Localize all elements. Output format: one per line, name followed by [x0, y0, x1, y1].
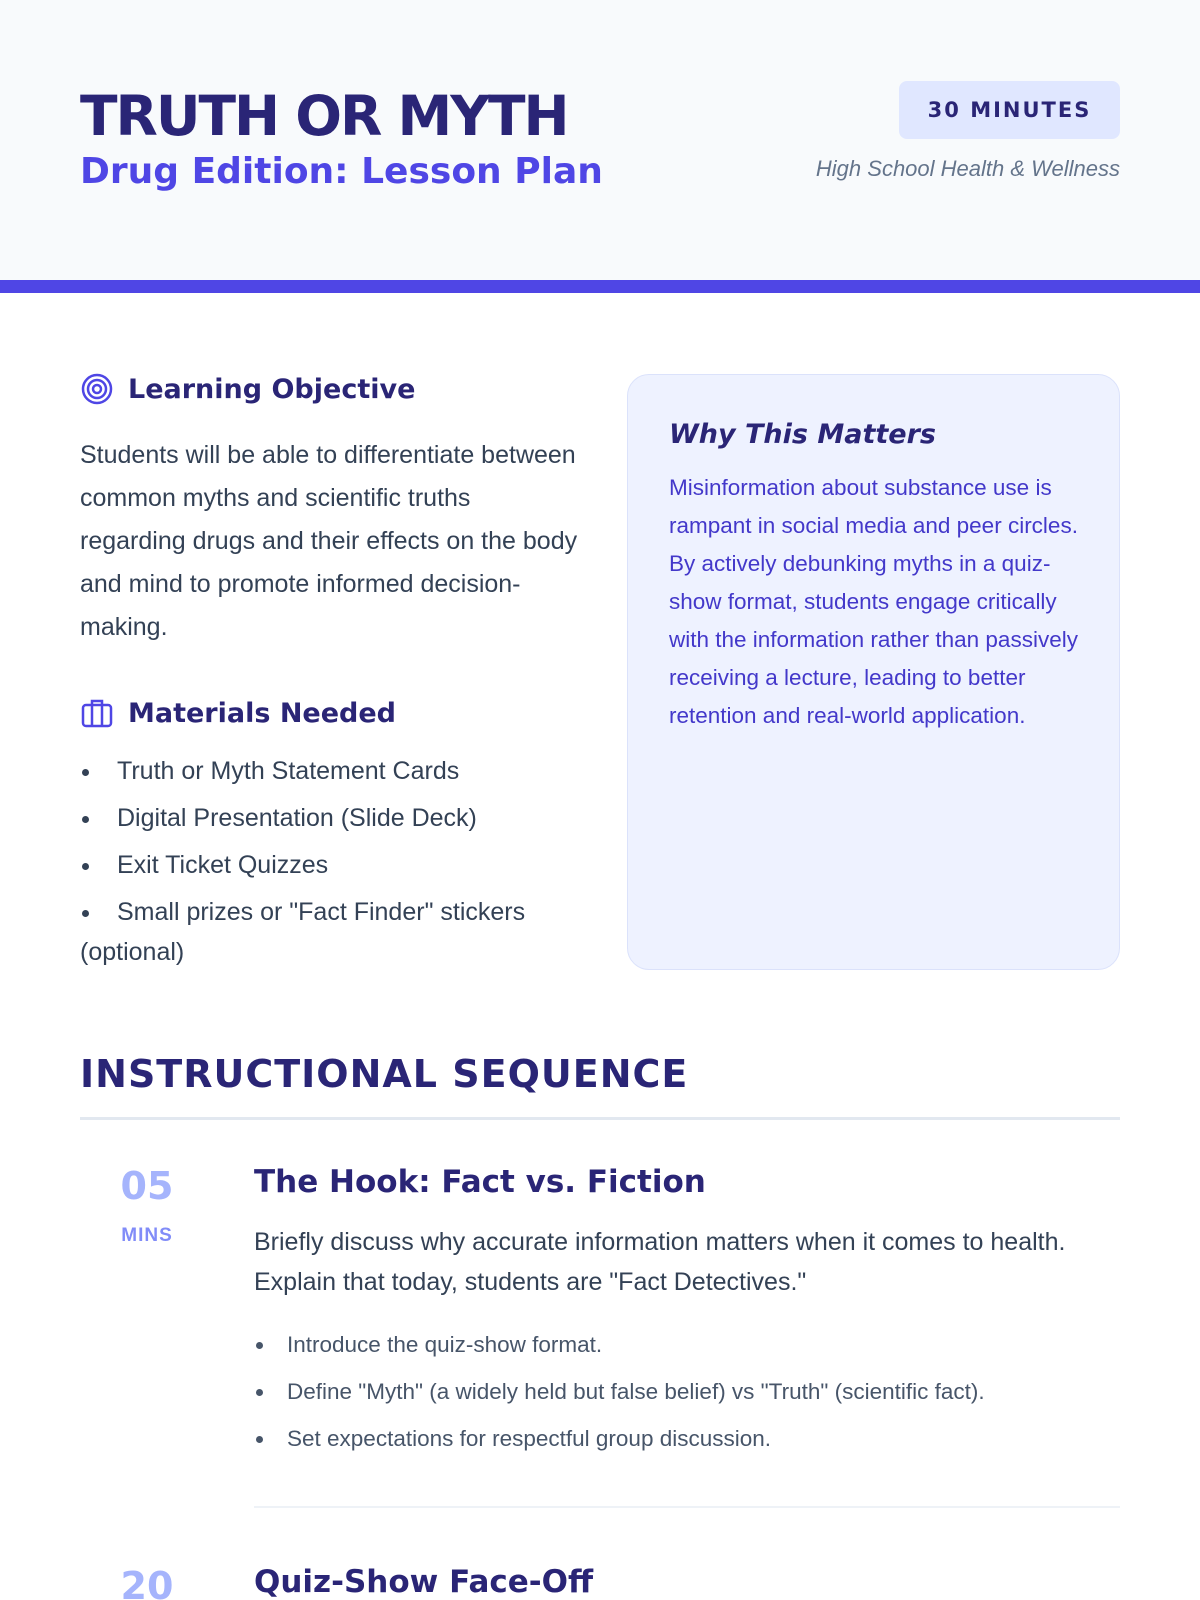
step-title: Quiz-Show Face-Off [254, 1564, 594, 1600]
page-subtitle: Drug Edition: Lesson Plan [80, 151, 603, 192]
step-minutes-unit: MINS [121, 1225, 173, 1246]
step-minutes: 05 [120, 1164, 174, 1208]
step-divider [254, 1506, 1120, 1508]
briefcase-icon [80, 696, 114, 730]
why-text: Misinformation about substance use is rampant in social media and peer circles. By actively debunking myths in a quiz-show format, students engage critically with the information rather than passively receiving a lecture, leading to better retention and real-world application. [669, 475, 1078, 728]
page-title: TRUTH OR MYTH [80, 84, 568, 148]
sequence-heading: INSTRUCTIONAL SEQUENCE [80, 1052, 689, 1096]
duration-badge: 30 MINUTES [899, 81, 1120, 139]
objective-heading-label: Learning Objective [128, 373, 416, 405]
why-heading: Why This Matters [669, 419, 936, 450]
course-label: High School Health & Wellness [815, 156, 1120, 181]
objective-text: Students will be able to differentiate between common myths and scientific truths regarding drugs and their effects on the body and mind to promote informed decision-making. [80, 441, 578, 641]
step-title: The Hook: Fact vs. Fiction [254, 1164, 706, 1200]
why-this-matters-card [627, 374, 1120, 970]
materials-heading-label: Materials Needed [128, 697, 397, 729]
target-icon [80, 372, 114, 406]
header-accent-bar [0, 280, 1200, 293]
materials-item: Small prizes or "Fact Finder" stickers (optional) [80, 892, 560, 972]
objective-heading [80, 372, 415, 406]
step-bullet: Introduce the quiz-show format. [254, 1325, 1120, 1365]
materials-item: Truth or Myth Statement Cards [80, 751, 560, 791]
materials-list [80, 751, 560, 979]
step-bullet: Define "Myth" (a widely held but false belief) vs "Truth" (scientific fact). [254, 1372, 1120, 1412]
step-minutes: 20 [120, 1564, 174, 1600]
materials-item: Exit Ticket Quizzes [80, 845, 560, 885]
materials-item: Digital Presentation (Slide Deck) [80, 798, 560, 838]
materials-heading [80, 696, 396, 730]
step-bullet: Set expectations for respectful group discussion. [254, 1419, 1120, 1459]
step-bullet-list [254, 1325, 1120, 1466]
sequence-divider [80, 1117, 1120, 1120]
step-description: Briefly discuss why accurate information matters when it comes to health. Explain that today, students are "Fact Detectives." [254, 1228, 1066, 1296]
